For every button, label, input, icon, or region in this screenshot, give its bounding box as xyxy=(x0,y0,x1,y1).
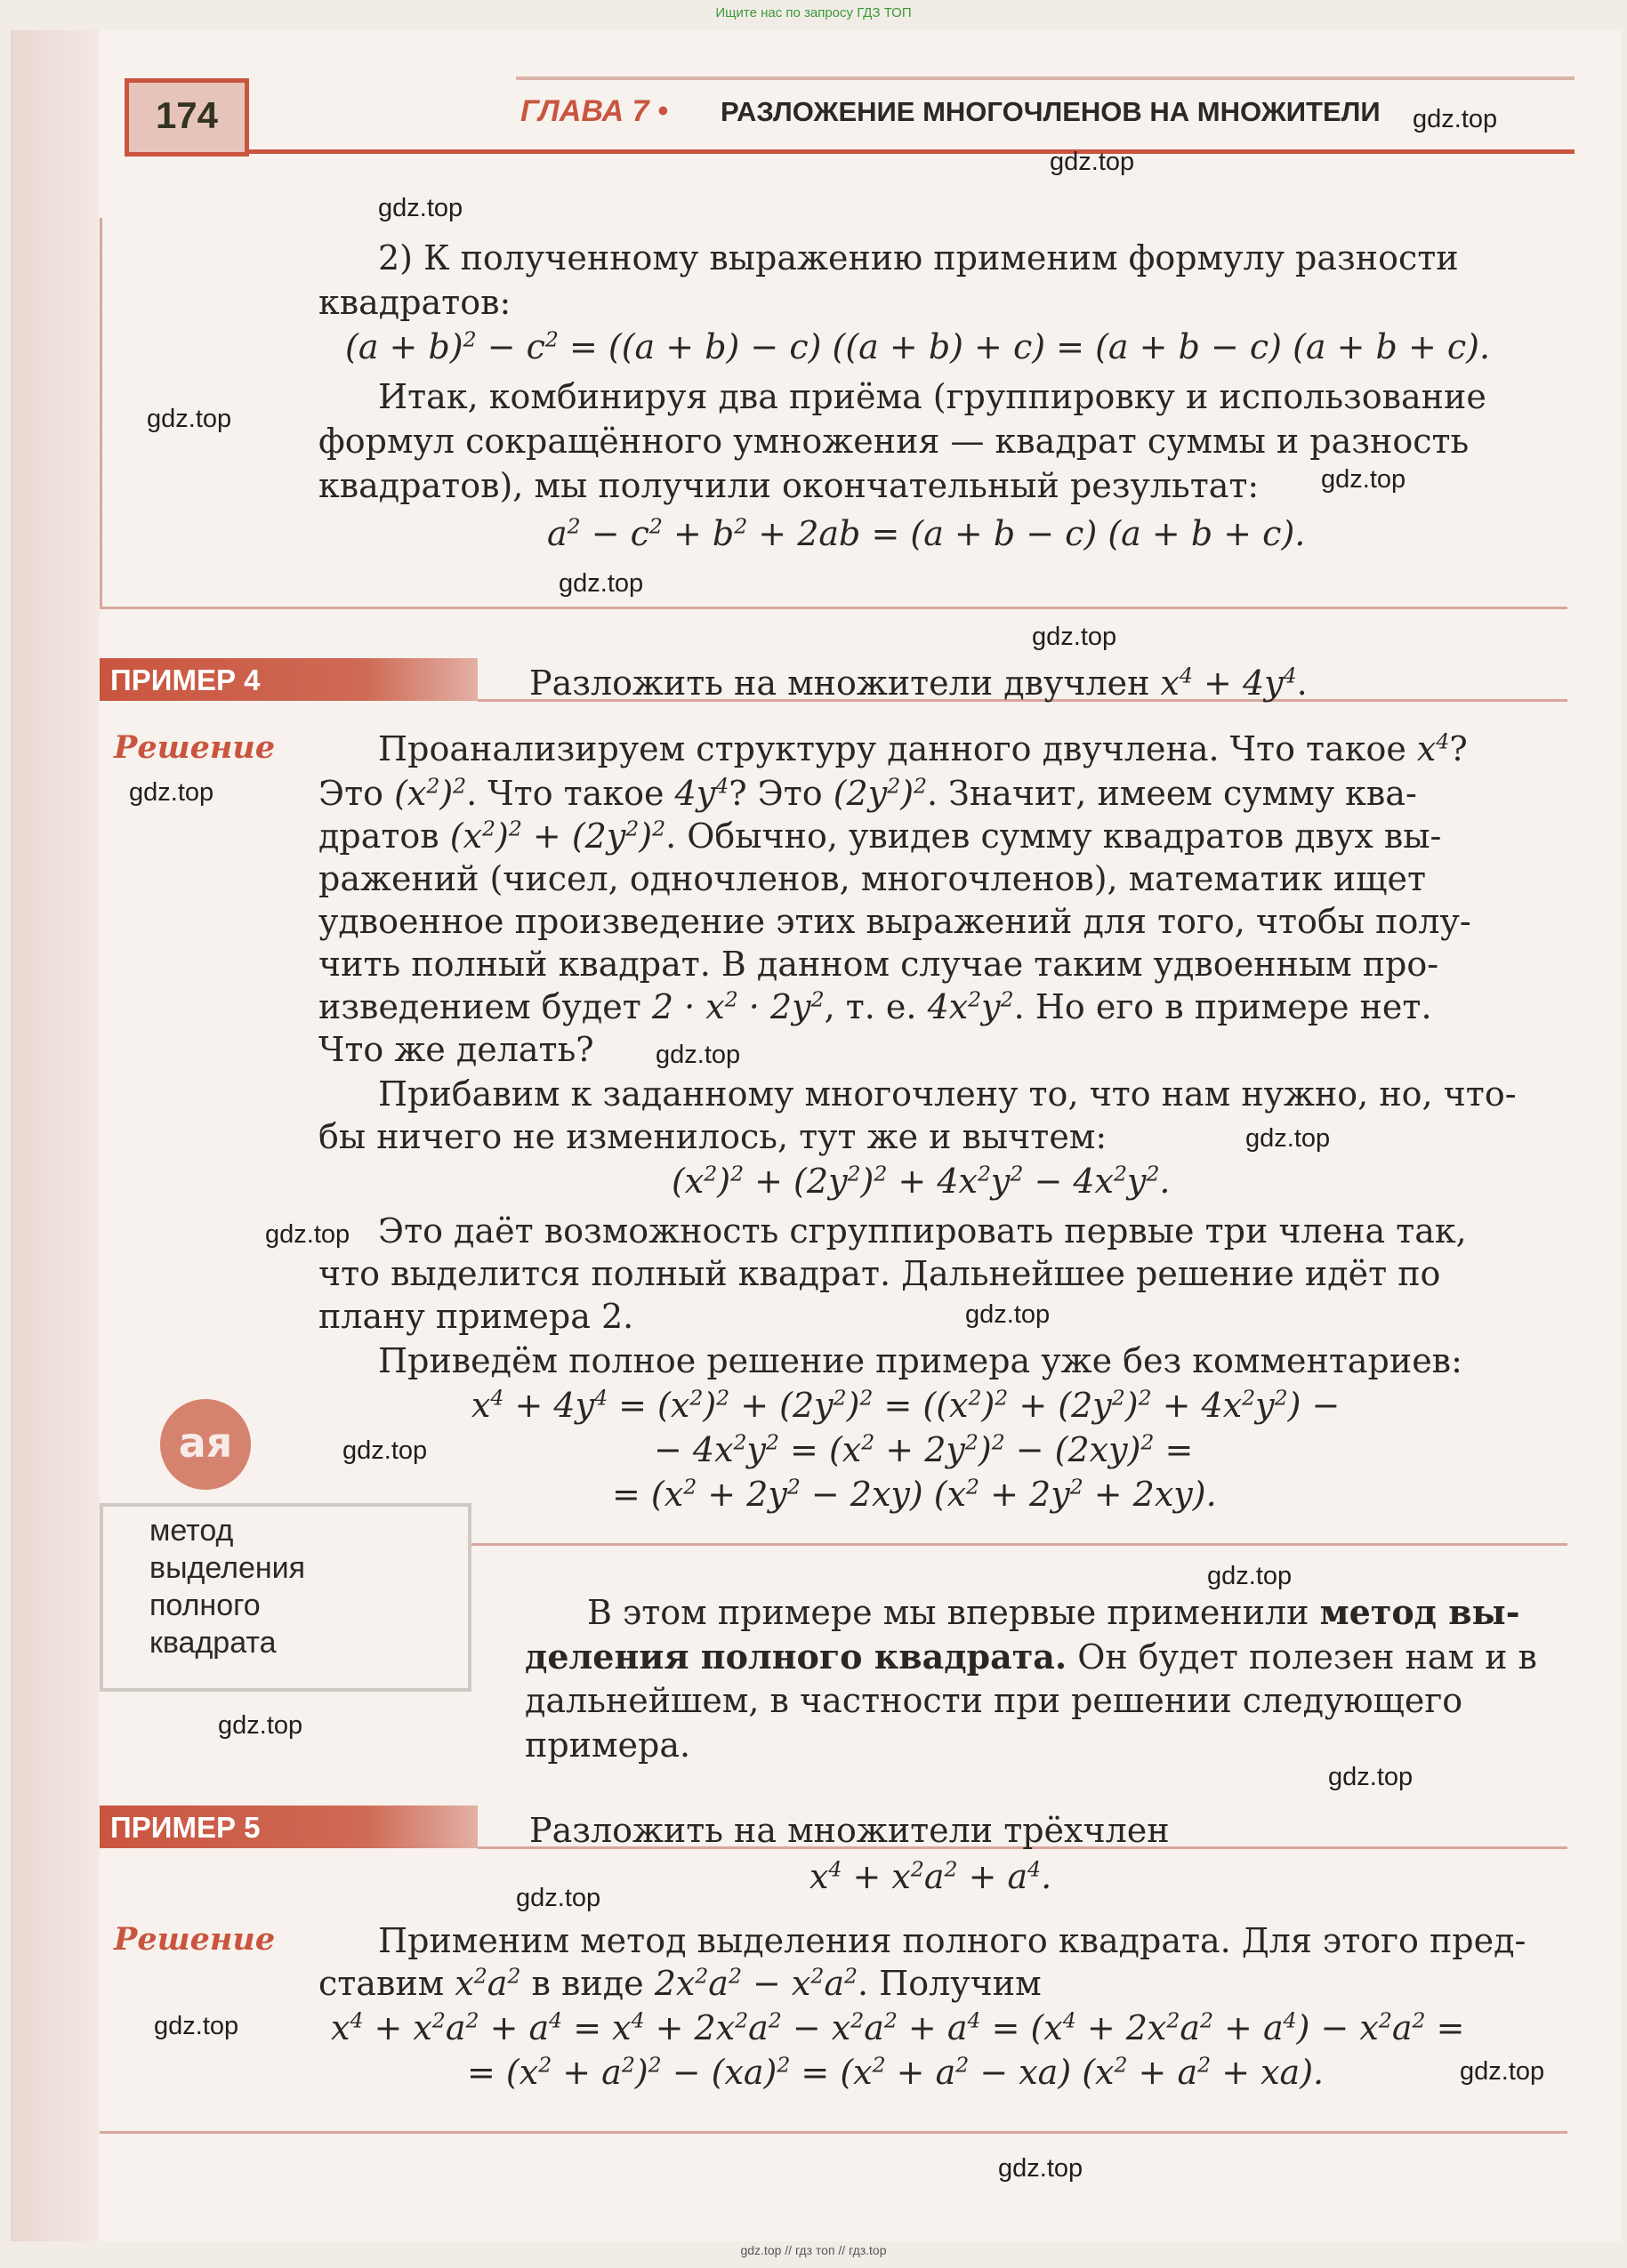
formula-example5-line1: $x^4 + x^2a^2 + a^4 = x^4 + 2x^2a^2 - x^2a^2 + a^4 = (x^4 + 2x^2a^2 + a^4) - x^2a^2$ = xyxy=(331,2007,1465,2047)
watermark: gdz.top xyxy=(656,1041,741,1069)
example5-label: ПРИМЕР 5 xyxy=(110,1811,261,1844)
watermark: gdz.top xyxy=(342,1436,428,1465)
example4-p2: Это $(x^2)^2$. Что такое $4y^4$? Это $(2y^2)^2$. Значит, имеем сумму ква- xyxy=(318,773,1417,813)
example4-p13: плану примера 2. xyxy=(318,1297,634,1336)
watermark: gdz.top xyxy=(1460,2057,1545,2086)
example4-p15: В этом примере мы впервые применили метод вы- xyxy=(587,1592,1520,1632)
example4-p1: Проанализируем структуру данного двучлена. Что такое $x^4$? xyxy=(378,728,1468,768)
watermark: gdz.top xyxy=(1245,1124,1331,1153)
example5-p2: ставим $x^2a^2$ в виде $2x^2a^2 - x^2a^2$. Получим xyxy=(318,1963,1042,2003)
example4-p11: Это даёт возможность сгруппировать первые три члена так, xyxy=(378,1211,1467,1251)
formula-difference-of-squares: $(a + b)^2 - c^2 = ((a + b) - c)$ ((a + b) + c) = (a + b − c) (a + b + c). xyxy=(345,326,1491,366)
example4-p12: что выделится полный квадрат. Дальнейшее решение идёт по xyxy=(318,1254,1441,1293)
step2-conclusion1: Итак, комбинируя два приёма (группировку и использование xyxy=(378,377,1486,416)
watermark: gdz.top xyxy=(265,1220,350,1249)
watermark: gdz.top xyxy=(1032,623,1117,651)
chapter-title: РАЗЛОЖЕНИЕ МНОГОЧЛЕНОВ НА МНОЖИТЕЛИ xyxy=(721,96,1381,127)
sidebar-note-line4: квадрата xyxy=(149,1626,277,1660)
formula-solution-line2: − $4x^2y^2 = (x^2 + 2y^2)^2 - (2xy)^2$ = xyxy=(654,1429,1194,1469)
example5-task: Разложить на множители трёхчлен xyxy=(529,1811,1170,1850)
bottom-note: gdz.top // гдз топ // гдз.top xyxy=(740,2243,887,2257)
top-note: Ищите нас по запросу ГДЗ ТОП xyxy=(715,5,912,20)
example4-label: ПРИМЕР 4 xyxy=(110,664,261,696)
watermark: gdz.top xyxy=(1050,148,1135,176)
watermark: gdz.top xyxy=(147,405,232,433)
bottom-divider xyxy=(100,2131,1567,2134)
method-icon: ая xyxy=(178,1419,233,1467)
example4-p7: изведением будет $2 \cdot x^2 \cdot 2y^2$, т. е. $4x^2y^2$. Но его в примере нет. xyxy=(318,986,1432,1026)
formula-example5-task: $x^4 + x^2a^2 + a^4$. xyxy=(809,1856,1052,1896)
watermark: gdz.top xyxy=(218,1711,303,1740)
formula-example5-line2: = $(x^2 + a^2)^2 - (xa)^2 = (x^2 + a^2 - xa) (x^2 + a^2 + xa)$. xyxy=(467,2052,1325,2092)
formula-final-result: $a^2 - c^2 + b^2 + 2ab = (a + b - c) (a + b + c)$. xyxy=(547,513,1306,553)
step2-conclusion3: квадратов), мы получили окончательный результат: xyxy=(318,466,1260,505)
example4-p9: Прибавим к заданному многочлену то, что нам нужно, но, что- xyxy=(378,1074,1517,1114)
example4-p3: дратов $(x^2)^2 + (2y^2)^2$. Обычно, увидев сумму квадратов двух вы- xyxy=(318,816,1442,856)
example4-p5: удвоенное произведение этих выражений для того, чтобы полу- xyxy=(318,902,1471,941)
watermark: gdz.top xyxy=(998,2154,1083,2183)
example4-p6: чить полный квадрат. В данном случае таким удвоенным про- xyxy=(318,945,1439,984)
example5-solution-label: Решение xyxy=(114,1921,276,1958)
example4-solution-label: Решение xyxy=(114,729,276,766)
step2-line1: 2) К полученному выражению применим формулу разности xyxy=(378,238,1459,277)
sidebar-note-line1: метод xyxy=(149,1514,234,1548)
header-rule xyxy=(249,149,1575,154)
example4-p16: деления полного квадрата. Он будет полезен нам и в xyxy=(525,1637,1537,1677)
example4-p18: примера. xyxy=(525,1725,691,1765)
watermark: gdz.top xyxy=(1321,465,1406,494)
watermark: gdz.top xyxy=(516,1884,601,1912)
example5-p1: Применим метод выделения полного квадрата. Для этого пред- xyxy=(378,1921,1526,1960)
header-top-rule xyxy=(516,76,1575,80)
section-divider xyxy=(100,607,1567,609)
example4-p17: дальнейшем, в частности при решении следующего xyxy=(525,1681,1463,1720)
example4-p4: ражений (чисел, одночленов, многочленов), математик ищет xyxy=(318,859,1426,898)
chapter-bullet: • xyxy=(656,94,668,128)
step2-line2: квадратов: xyxy=(318,283,511,322)
watermark: gdz.top xyxy=(1328,1763,1414,1791)
watermark: gdz.top xyxy=(559,569,644,598)
formula-add-subtract: $(x^2)^2 + (2y^2)^2 + 4x^2y^2 - 4x^2y^2$. xyxy=(672,1161,1171,1201)
sidebar-note-line3: полного xyxy=(149,1588,261,1622)
formula-solution-line3: = $(x^2 + 2y^2 - 2xy) (x^2 + 2y^2 + 2xy)$. xyxy=(612,1474,1217,1514)
watermark: gdz.top xyxy=(965,1300,1051,1329)
step2-conclusion2: формул сокращённого умножения — квадрат суммы и разность xyxy=(318,422,1470,461)
example4-task: Разложить на множители двучлен $x^4 + 4y^4$. xyxy=(529,663,1308,703)
watermark: gdz.top xyxy=(129,778,214,807)
note-rule xyxy=(471,1543,1567,1546)
example4-p8: Что же делать? xyxy=(318,1030,594,1069)
example4-p10: бы ничего не изменилось, тут же и вычтем: xyxy=(318,1117,1107,1156)
page-margin-band xyxy=(11,30,100,2241)
example4-p14: Приведём полное решение примера уже без комментариев: xyxy=(378,1341,1462,1380)
watermark: gdz.top xyxy=(154,2012,239,2040)
section-vertical-rule xyxy=(100,218,102,607)
sidebar-note-line2: выделения xyxy=(149,1551,306,1585)
watermark: gdz.top xyxy=(1413,105,1498,133)
chapter-label: ГЛАВА 7 • xyxy=(520,94,668,128)
watermark: gdz.top xyxy=(378,194,463,222)
formula-solution-line1: $x^4 + 4y^4 = (x^2)^2 + (2y^2)^2 = ((x^2)^2 + (2y^2)^2 + 4x^2y^2)$ − xyxy=(471,1385,1341,1425)
page-number: 174 xyxy=(155,94,219,136)
watermark: gdz.top xyxy=(1207,1562,1293,1590)
